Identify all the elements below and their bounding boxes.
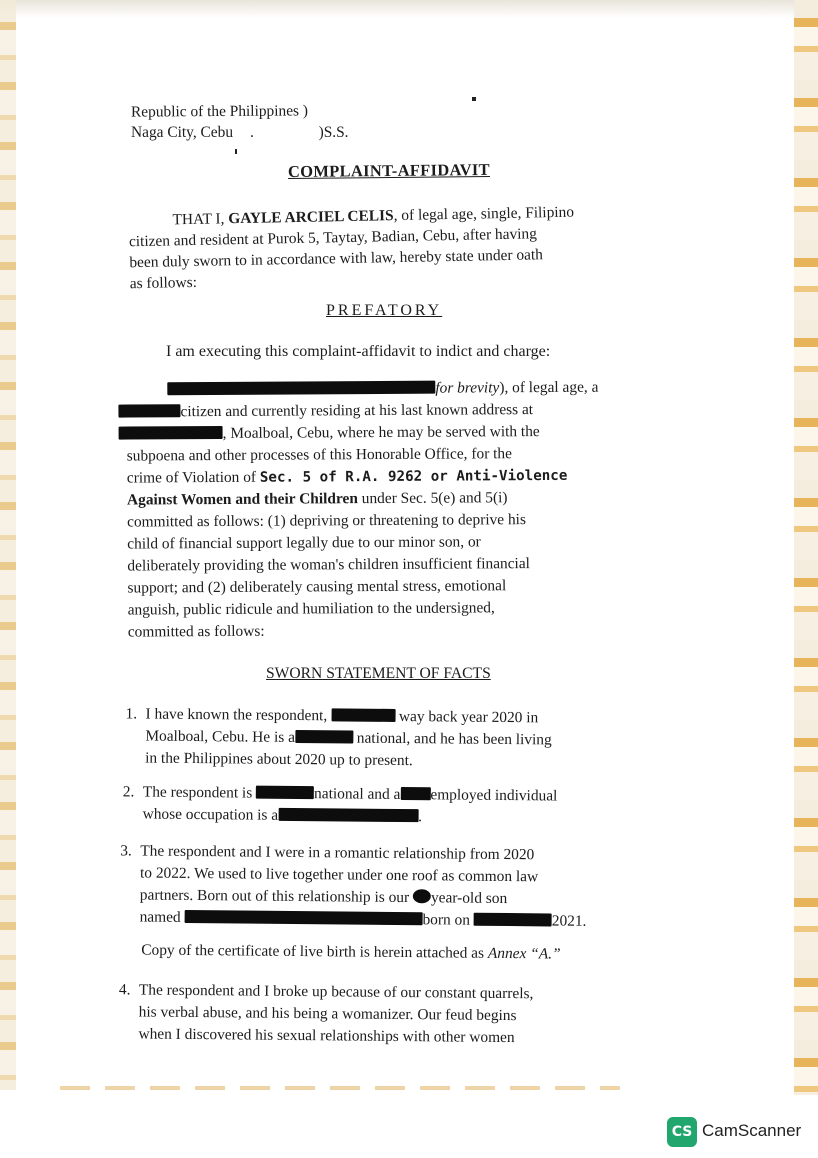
redaction — [118, 404, 180, 417]
prefatory-line-10: support; and (2) deliberately causing mental stress, emotional — [127, 577, 507, 597]
venue-dot: . — [249, 124, 254, 141]
intro-line-3: been duly sworn to in accordance with law, hereby state under oath — [129, 246, 544, 272]
scan-speck — [472, 97, 476, 101]
fact-1-line-2: Moalboal, Cebu. He is a national, and he has been living — [145, 727, 552, 749]
fact-4-line-1: 4. The respondent and I broke up because of our constant quarrels, — [118, 981, 534, 1003]
intro-line-4: as follows: — [129, 273, 198, 293]
fact-1-line-3: in the Philippines about 2020 up to present. — [145, 749, 413, 770]
intro-line-2: citizen and resident at Purok 5, Taytay, Badian, Cebu, after having — [128, 225, 538, 251]
prefatory-line-12: committed as follows: — [127, 622, 265, 641]
venue-ss: )S.S. — [318, 124, 349, 141]
affiant-name: GAYLE ARCIEL CELIS — [228, 207, 394, 228]
law-title: Against Women and their Children — [126, 490, 358, 509]
venue-city: Naga City, Cebu — [131, 124, 234, 141]
fact-2-line-2: whose occupation is a . — [142, 805, 423, 826]
camscanner-logo: CS — [667, 1117, 697, 1147]
prefatory-heading: PREFATORY — [326, 302, 443, 319]
redaction — [278, 808, 418, 822]
redaction — [167, 381, 435, 396]
redaction — [295, 730, 353, 744]
intro-line-1: THAT I, GAYLE ARCIEL CELIS, of legal age, single, Filipino — [172, 203, 575, 229]
prefatory-line-4: subpoena and other processes of this Honorable Office, for the — [126, 445, 512, 465]
redaction — [184, 910, 422, 925]
prefatory-line-7: committed as follows: (1) depriving or threatening to deprive his — [127, 511, 526, 531]
prefatory-line-11: anguish, public ridicule and humiliation to the undersigned, — [127, 599, 495, 619]
scan-speck — [235, 149, 237, 154]
statute-reference: Sec. 5 of R.A. 9262 or Anti-Violence — [259, 467, 568, 486]
fact-3-line-4: named born on 2021. — [139, 908, 587, 930]
fact-3-line-1: 3. The respondent and I were in a romantic relationship from 2020 — [120, 842, 535, 864]
redaction — [256, 786, 314, 800]
prefatory-line-3: , Moalboal, Cebu, where he may be served with the — [119, 423, 540, 444]
redaction — [119, 426, 223, 440]
fact-3-annex-note: Copy of the certificate of live birth is herein attached as Annex “A.” — [141, 941, 561, 963]
fact-3-line-2: to 2022. We used to live together under one roof as common law — [139, 864, 539, 886]
fact-1-line-1: 1. I have known the respondent, way back year 2020 in — [125, 705, 539, 727]
camscanner-watermark: CamScanner — [702, 1121, 802, 1140]
fact-4-line-2: his verbal abuse, and his being a womanizer. Our feud begins — [138, 1003, 517, 1025]
prefatory-intro: I am executing this complaint-affidavit to indict and charge: — [166, 343, 551, 360]
venue-line-1: Republic of the Philippines ) — [130, 102, 309, 121]
prefatory-line-1: for brevity), of legal age, a — [167, 379, 598, 400]
venue-line-2 — [131, 124, 349, 142]
fact-4-line-3: when I discovered his sexual relationships with other women — [138, 1025, 515, 1047]
document-title: COMPLAINT-AFFIDAVIT — [287, 159, 490, 182]
redaction — [400, 787, 430, 800]
fact-3-line-3: partners. Born out of this relationship is our year-old son — [139, 886, 508, 908]
facts-heading: SWORN STATEMENT OF FACTS — [266, 665, 491, 682]
annex-a-reference: Annex “A.” — [487, 944, 561, 963]
prefatory-line-2: citizen and currently residing at his last known address at — [118, 401, 533, 422]
redaction — [331, 708, 395, 722]
prefatory-line-6: Against Women and their Children under Sec. 5(e) and 5(i) — [126, 489, 508, 509]
redaction — [413, 889, 431, 903]
prefatory-line-8: child of financial support legally due to our minor son, or — [127, 533, 481, 553]
prefatory-line-5: crime of Violation of Sec. 5 of R.A. 9262 or Anti-Violence — [126, 467, 568, 487]
fact-2-line-1: 2. The respondent is national and a employed individual — [122, 783, 558, 805]
prefatory-line-9: deliberately providing the woman's children insufficient financial — [127, 555, 530, 575]
redaction — [474, 913, 552, 927]
